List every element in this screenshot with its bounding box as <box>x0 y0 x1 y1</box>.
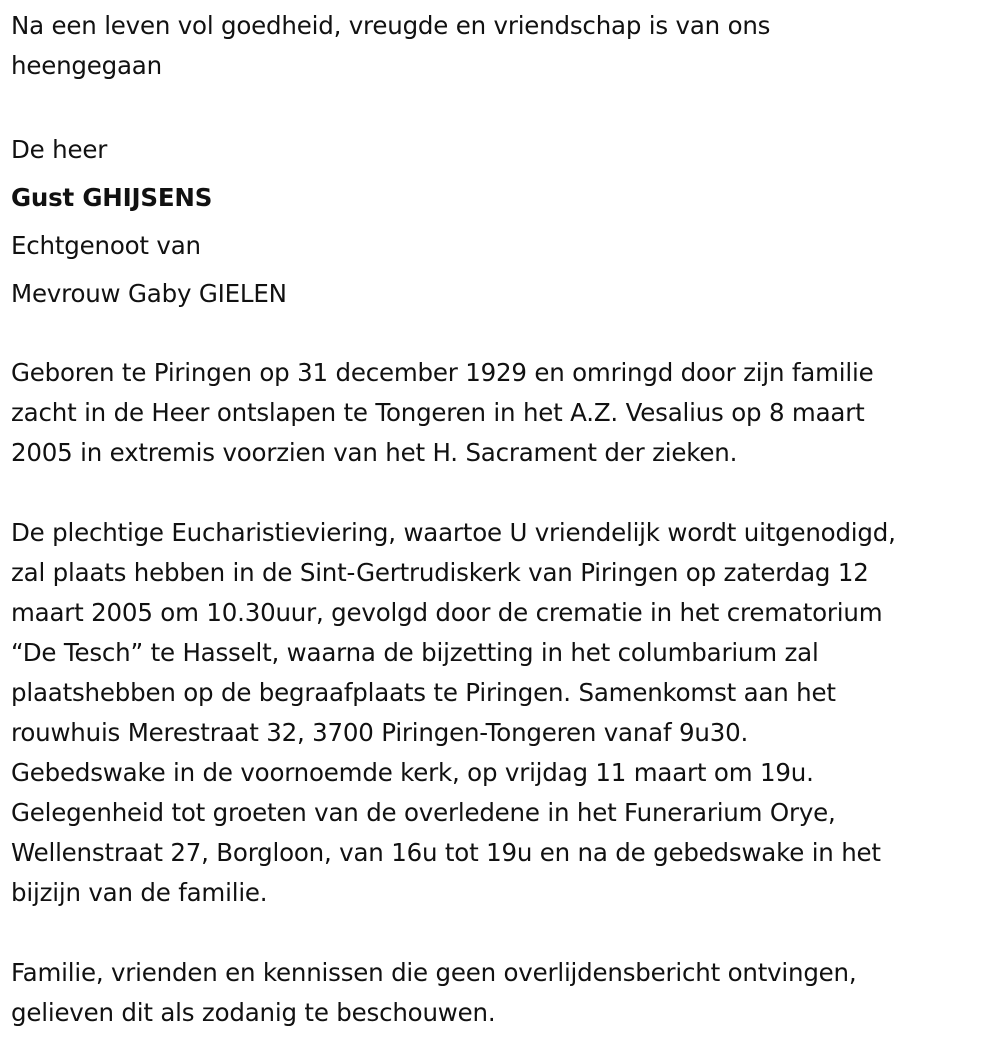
intro-paragraph <box>11 6 992 86</box>
paragraph-line: 2005 in extremis voorzien van het H. Sacrament der zieken. <box>11 438 738 467</box>
paragraph-line: “De Tesch” te Hasselt, waarna de bijzetting in het columbarium zal <box>11 638 819 667</box>
paragraph-line: rouwhuis Merestraat 32, 3700 Piringen-Tongeren vanaf 9u30. <box>11 718 749 747</box>
paragraph-line: bijzijn van de familie. <box>11 878 268 907</box>
salutation: De heer <box>11 135 108 164</box>
paragraph-line: gelieven dit als zodanig te beschouwen. <box>11 998 496 1027</box>
paragraph-line: Gelegenheid tot groeten van de overledene in het Funerarium Orye, <box>11 798 836 827</box>
closing-paragraph <box>11 953 992 1033</box>
paragraph-line: zacht in de Heer ontslapen te Tongeren in het A.Z. Vesalius op 8 maart <box>11 398 865 427</box>
birth-death-paragraph <box>11 353 992 473</box>
person-block <box>11 126 992 318</box>
spouse-name: Mevrouw Gaby GIELEN <box>11 279 287 308</box>
paragraph-line: Geboren te Piringen op 31 december 1929 en omringd door zijn familie <box>11 358 874 387</box>
paragraph-line: plaatshebben op de begraafplaats te Piringen. Samenkomst aan het <box>11 678 836 707</box>
paragraph-line: De plechtige Eucharistieviering, waartoe U vriendelijk wordt uitgenodigd, <box>11 518 896 547</box>
deceased-name: Gust GHIJSENS <box>11 183 213 212</box>
paragraph-line: Gebedswake in de voornoemde kerk, op vrijdag 11 maart om 19u. <box>11 758 814 787</box>
ceremony-paragraph <box>11 513 992 913</box>
paragraph-line: Familie, vrienden en kennissen die geen overlijdensbericht ontvingen, <box>11 958 857 987</box>
intro-line-2: heengegaan <box>11 51 162 80</box>
intro-line-1: Na een leven vol goedheid, vreugde en vriendschap is van ons <box>11 11 771 40</box>
paragraph-line: zal plaats hebben in de Sint-Gertrudiskerk van Piringen op zaterdag 12 <box>11 558 869 587</box>
paragraph-line: maart 2005 om 10.30uur, gevolgd door de crematie in het crematorium <box>11 598 883 627</box>
relation-text: Echtgenoot van <box>11 231 201 260</box>
paragraph-line: Wellenstraat 27, Borgloon, van 16u tot 19u en na de gebedswake in het <box>11 838 881 867</box>
